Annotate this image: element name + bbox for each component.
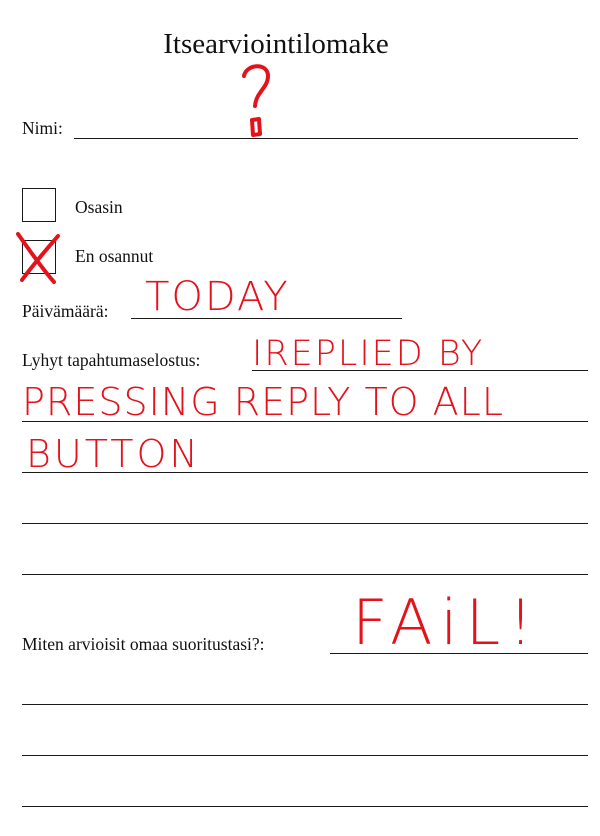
self-rating-label: Miten arvioisit omaa suoritustasi?: (22, 634, 265, 654)
handwritten-date: TODAY (145, 274, 290, 320)
self-rating-field-line-4[interactable] (22, 806, 588, 807)
handwritten-self-rating: FAiL! (352, 586, 542, 659)
self-rating-field-line-2[interactable] (22, 704, 588, 705)
report-field-line-5[interactable] (22, 574, 588, 575)
date-label: Päivämäärä: (22, 301, 109, 321)
report-field-line-4[interactable] (22, 523, 588, 524)
report-label: Lyhyt tapahtumaselostus: (22, 350, 201, 370)
self-rating-field-line-3[interactable] (22, 755, 588, 756)
form-title: Itsearviointilomake (163, 28, 389, 60)
osasin-label: Osasin (75, 197, 123, 217)
en-osannut-label: En osannut (75, 246, 154, 266)
question-mark-icon (238, 62, 278, 142)
handwritten-report-line-3: BUTTON (26, 432, 201, 476)
handwritten-report-line-2: PRESSING REPLY TO ALL (22, 380, 505, 424)
name-label: Nimi: (22, 118, 63, 138)
name-field-line[interactable] (74, 138, 578, 139)
osasin-checkbox[interactable] (22, 188, 56, 222)
handwritten-report-line-1: IREPLIED BY (252, 334, 485, 374)
cross-mark-icon (10, 228, 72, 288)
